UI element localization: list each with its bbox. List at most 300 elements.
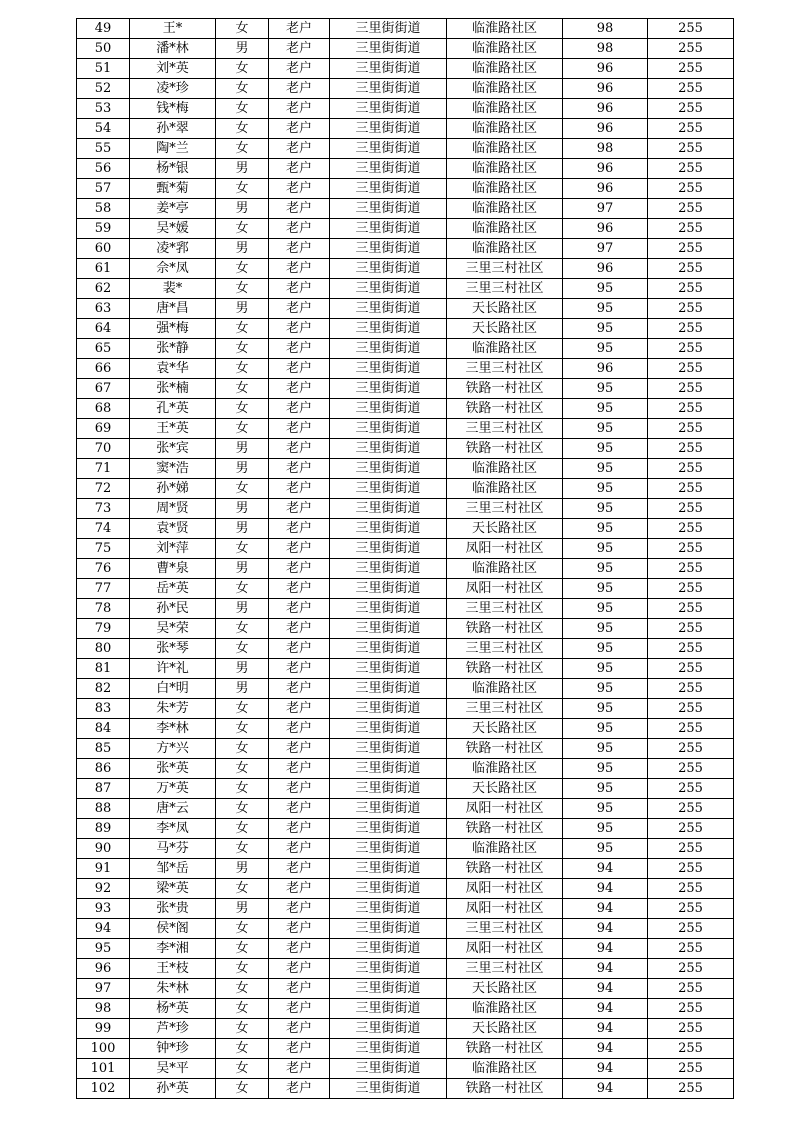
table-row [77,559,734,579]
street-cell: 三里街街道 [330,739,447,759]
amount-cell: 255 [648,1039,734,1059]
name-cell: 梁*英 [130,879,216,899]
table-row [77,539,734,559]
community-cell: 天长路社区 [447,319,563,339]
name-cell: 窦*浩 [130,459,216,479]
street-cell: 三里街街道 [330,279,447,299]
category-cell: 老户 [269,79,330,99]
amount-cell: 255 [648,399,734,419]
category-cell: 老户 [269,1019,330,1039]
community-cell: 三里三村社区 [447,639,563,659]
gender-cell: 女 [216,179,269,199]
amount-cell: 255 [648,439,734,459]
table-row [77,139,734,159]
street-cell: 三里街街道 [330,1079,447,1099]
table-row [77,839,734,859]
street-cell: 三里街街道 [330,919,447,939]
table-row [77,179,734,199]
table-row [77,639,734,659]
name-cell: 岳*英 [130,579,216,599]
category-cell: 老户 [269,459,330,479]
name-cell: 朱*芳 [130,699,216,719]
gender-cell: 男 [216,859,269,879]
age-cell: 95 [563,379,648,399]
community-cell: 临淮路社区 [447,559,563,579]
category-cell: 老户 [269,579,330,599]
amount-cell: 255 [648,979,734,999]
amount-cell: 255 [648,259,734,279]
seq-cell: 58 [77,199,130,219]
category-cell: 老户 [269,519,330,539]
gender-cell: 女 [216,959,269,979]
seq-cell: 55 [77,139,130,159]
name-cell: 张*英 [130,759,216,779]
category-cell: 老户 [269,479,330,499]
table-row [77,1039,734,1059]
table-row [77,739,734,759]
street-cell: 三里街街道 [330,139,447,159]
street-cell: 三里街街道 [330,819,447,839]
category-cell: 老户 [269,319,330,339]
table-row [77,999,734,1019]
name-cell: 凌*珍 [130,79,216,99]
seq-cell: 57 [77,179,130,199]
table-row [77,39,734,59]
gender-cell: 女 [216,759,269,779]
gender-cell: 女 [216,59,269,79]
gender-cell: 男 [216,459,269,479]
seq-cell: 80 [77,639,130,659]
street-cell: 三里街街道 [330,559,447,579]
gender-cell: 男 [216,499,269,519]
name-cell: 孙*民 [130,599,216,619]
age-cell: 95 [563,599,648,619]
name-cell: 张*宾 [130,439,216,459]
table-row [77,299,734,319]
name-cell: 袁*华 [130,359,216,379]
community-cell: 临淮路社区 [447,19,563,39]
seq-cell: 92 [77,879,130,899]
street-cell: 三里街街道 [330,879,447,899]
category-cell: 老户 [269,419,330,439]
category-cell: 老户 [269,159,330,179]
street-cell: 三里街街道 [330,679,447,699]
name-cell: 许*礼 [130,659,216,679]
gender-cell: 男 [216,899,269,919]
category-cell: 老户 [269,99,330,119]
gender-cell: 男 [216,439,269,459]
name-cell: 白*明 [130,679,216,699]
name-cell: 强*梅 [130,319,216,339]
amount-cell: 255 [648,959,734,979]
amount-cell: 255 [648,119,734,139]
street-cell: 三里街街道 [330,899,447,919]
community-cell: 临淮路社区 [447,679,563,699]
category-cell: 老户 [269,559,330,579]
gender-cell: 男 [216,679,269,699]
age-cell: 95 [563,639,648,659]
amount-cell: 255 [648,619,734,639]
community-cell: 临淮路社区 [447,99,563,119]
category-cell: 老户 [269,779,330,799]
seq-cell: 97 [77,979,130,999]
name-cell: 钱*梅 [130,99,216,119]
gender-cell: 女 [216,739,269,759]
table-row [77,699,734,719]
street-cell: 三里街街道 [330,859,447,879]
category-cell: 老户 [269,879,330,899]
table-row [77,819,734,839]
name-cell: 曹*泉 [130,559,216,579]
community-cell: 铁路一村社区 [447,399,563,419]
amount-cell: 255 [648,19,734,39]
age-cell: 95 [563,279,648,299]
street-cell: 三里街街道 [330,459,447,479]
category-cell: 老户 [269,219,330,239]
seq-cell: 82 [77,679,130,699]
category-cell: 老户 [269,179,330,199]
age-cell: 98 [563,19,648,39]
community-cell: 天长路社区 [447,519,563,539]
seq-cell: 99 [77,1019,130,1039]
seq-cell: 91 [77,859,130,879]
table-row [77,159,734,179]
community-cell: 凤阳一村社区 [447,539,563,559]
community-cell: 三里三村社区 [447,359,563,379]
category-cell: 老户 [269,859,330,879]
amount-cell: 255 [648,199,734,219]
gender-cell: 女 [216,619,269,639]
gender-cell: 女 [216,919,269,939]
street-cell: 三里街街道 [330,659,447,679]
age-cell: 95 [563,299,648,319]
amount-cell: 255 [648,179,734,199]
gender-cell: 女 [216,819,269,839]
table-row [77,519,734,539]
seq-cell: 83 [77,699,130,719]
street-cell: 三里街街道 [330,579,447,599]
name-cell: 唐*昌 [130,299,216,319]
name-cell: 张*楠 [130,379,216,399]
age-cell: 95 [563,619,648,639]
community-cell: 凤阳一村社区 [447,879,563,899]
street-cell: 三里街街道 [330,779,447,799]
street-cell: 三里街街道 [330,999,447,1019]
category-cell: 老户 [269,619,330,639]
seq-cell: 87 [77,779,130,799]
category-cell: 老户 [269,819,330,839]
age-cell: 94 [563,859,648,879]
gender-cell: 女 [216,259,269,279]
seq-cell: 51 [77,59,130,79]
name-cell: 马*芬 [130,839,216,859]
amount-cell: 255 [648,99,734,119]
table-row [77,19,734,39]
gender-cell: 女 [216,359,269,379]
street-cell: 三里街街道 [330,799,447,819]
table-row [77,919,734,939]
category-cell: 老户 [269,799,330,819]
category-cell: 老户 [269,539,330,559]
amount-cell: 255 [648,1059,734,1079]
community-cell: 铁路一村社区 [447,379,563,399]
gender-cell: 女 [216,699,269,719]
community-cell: 临淮路社区 [447,839,563,859]
seq-cell: 101 [77,1059,130,1079]
street-cell: 三里街街道 [330,599,447,619]
table-row [77,279,734,299]
table-row [77,859,734,879]
amount-cell: 255 [648,919,734,939]
community-cell: 铁路一村社区 [447,1079,563,1099]
community-cell: 天长路社区 [447,1019,563,1039]
name-cell: 吴*媛 [130,219,216,239]
street-cell: 三里街街道 [330,159,447,179]
seq-cell: 86 [77,759,130,779]
amount-cell: 255 [648,539,734,559]
street-cell: 三里街街道 [330,359,447,379]
seq-cell: 61 [77,259,130,279]
street-cell: 三里街街道 [330,499,447,519]
name-cell: 方*兴 [130,739,216,759]
category-cell: 老户 [269,739,330,759]
street-cell: 三里街街道 [330,419,447,439]
name-cell: 姜*亭 [130,199,216,219]
seq-cell: 94 [77,919,130,939]
age-cell: 96 [563,259,648,279]
category-cell: 老户 [269,719,330,739]
category-cell: 老户 [269,39,330,59]
gender-cell: 女 [216,339,269,359]
community-cell: 三里三村社区 [447,699,563,719]
gender-cell: 男 [216,199,269,219]
community-cell: 天长路社区 [447,779,563,799]
community-cell: 临淮路社区 [447,219,563,239]
name-cell: 张*静 [130,339,216,359]
table-row [77,79,734,99]
community-cell: 临淮路社区 [447,1059,563,1079]
table-row [77,979,734,999]
name-cell: 唐*云 [130,799,216,819]
seq-cell: 78 [77,599,130,619]
amount-cell: 255 [648,599,734,619]
seq-cell: 59 [77,219,130,239]
seq-cell: 60 [77,239,130,259]
age-cell: 95 [563,679,648,699]
street-cell: 三里街街道 [330,1019,447,1039]
community-cell: 凤阳一村社区 [447,579,563,599]
street-cell: 三里街街道 [330,519,447,539]
gender-cell: 女 [216,1019,269,1039]
age-cell: 95 [563,519,648,539]
name-cell: 王*英 [130,419,216,439]
amount-cell: 255 [648,39,734,59]
category-cell: 老户 [269,979,330,999]
seq-cell: 52 [77,79,130,99]
table-row [77,1059,734,1079]
table-row [77,759,734,779]
table-row [77,359,734,379]
seq-cell: 68 [77,399,130,419]
category-cell: 老户 [269,899,330,919]
community-cell: 天长路社区 [447,299,563,319]
name-cell: 裴* [130,279,216,299]
category-cell: 老户 [269,999,330,1019]
table-row [77,319,734,339]
name-cell: 邹*岳 [130,859,216,879]
street-cell: 三里街街道 [330,639,447,659]
street-cell: 三里街街道 [330,399,447,419]
seq-cell: 81 [77,659,130,679]
gender-cell: 男 [216,239,269,259]
seq-cell: 50 [77,39,130,59]
table-row [77,579,734,599]
gender-cell: 女 [216,939,269,959]
age-cell: 95 [563,459,648,479]
amount-cell: 255 [648,139,734,159]
table-row [77,659,734,679]
gender-cell: 男 [216,299,269,319]
name-cell: 钟*珍 [130,1039,216,1059]
age-cell: 95 [563,539,648,559]
gender-cell: 女 [216,1059,269,1079]
age-cell: 95 [563,339,648,359]
seq-cell: 73 [77,499,130,519]
category-cell: 老户 [269,239,330,259]
amount-cell: 255 [648,1019,734,1039]
seq-cell: 62 [77,279,130,299]
age-cell: 94 [563,1079,648,1099]
community-cell: 临淮路社区 [447,59,563,79]
name-cell: 王* [130,19,216,39]
gender-cell: 女 [216,399,269,419]
community-cell: 铁路一村社区 [447,859,563,879]
category-cell: 老户 [269,1079,330,1099]
community-cell: 临淮路社区 [447,459,563,479]
gender-cell: 女 [216,379,269,399]
gender-cell: 女 [216,979,269,999]
street-cell: 三里街街道 [330,259,447,279]
community-cell: 三里三村社区 [447,599,563,619]
age-cell: 96 [563,219,648,239]
community-cell: 临淮路社区 [447,479,563,499]
community-cell: 临淮路社区 [447,199,563,219]
street-cell: 三里街街道 [330,959,447,979]
category-cell: 老户 [269,679,330,699]
seq-cell: 95 [77,939,130,959]
seq-cell: 71 [77,459,130,479]
age-cell: 95 [563,839,648,859]
gender-cell: 女 [216,79,269,99]
gender-cell: 男 [216,559,269,579]
name-cell: 张*琴 [130,639,216,659]
gender-cell: 男 [216,659,269,679]
category-cell: 老户 [269,279,330,299]
age-cell: 95 [563,439,648,459]
age-cell: 95 [563,419,648,439]
seq-cell: 53 [77,99,130,119]
age-cell: 95 [563,819,648,839]
gender-cell: 女 [216,139,269,159]
seq-cell: 54 [77,119,130,139]
table-row [77,99,734,119]
street-cell: 三里街街道 [330,79,447,99]
roster-table [76,18,734,1099]
community-cell: 三里三村社区 [447,959,563,979]
table-row [77,619,734,639]
gender-cell: 女 [216,539,269,559]
table-row [77,719,734,739]
name-cell: 凌*郛 [130,239,216,259]
seq-cell: 75 [77,539,130,559]
category-cell: 老户 [269,259,330,279]
community-cell: 凤阳一村社区 [447,939,563,959]
community-cell: 铁路一村社区 [447,439,563,459]
seq-cell: 84 [77,719,130,739]
table-row [77,239,734,259]
age-cell: 95 [563,319,648,339]
amount-cell: 255 [648,1079,734,1099]
street-cell: 三里街街道 [330,719,447,739]
table-row [77,1079,734,1099]
gender-cell: 女 [216,479,269,499]
seq-cell: 65 [77,339,130,359]
amount-cell: 255 [648,679,734,699]
community-cell: 铁路一村社区 [447,819,563,839]
community-cell: 三里三村社区 [447,419,563,439]
street-cell: 三里街街道 [330,179,447,199]
category-cell: 老户 [269,59,330,79]
community-cell: 临淮路社区 [447,79,563,99]
table-row [77,119,734,139]
street-cell: 三里街街道 [330,539,447,559]
community-cell: 天长路社区 [447,979,563,999]
gender-cell: 女 [216,1079,269,1099]
gender-cell: 女 [216,119,269,139]
amount-cell: 255 [648,219,734,239]
name-cell: 芦*珍 [130,1019,216,1039]
seq-cell: 77 [77,579,130,599]
street-cell: 三里街街道 [330,379,447,399]
table-row [77,259,734,279]
gender-cell: 女 [216,839,269,859]
name-cell: 孙*娣 [130,479,216,499]
amount-cell: 255 [648,659,734,679]
table-row [77,599,734,619]
seq-cell: 102 [77,1079,130,1099]
age-cell: 94 [563,1019,648,1039]
age-cell: 95 [563,659,648,679]
street-cell: 三里街街道 [330,619,447,639]
community-cell: 临淮路社区 [447,119,563,139]
gender-cell: 女 [216,419,269,439]
name-cell: 朱*林 [130,979,216,999]
name-cell: 杨*银 [130,159,216,179]
category-cell: 老户 [269,919,330,939]
table-body [77,19,734,1099]
amount-cell: 255 [648,839,734,859]
street-cell: 三里街街道 [330,839,447,859]
category-cell: 老户 [269,699,330,719]
age-cell: 96 [563,99,648,119]
table-row [77,419,734,439]
amount-cell: 255 [648,159,734,179]
gender-cell: 女 [216,1039,269,1059]
age-cell: 95 [563,559,648,579]
name-cell: 李*湘 [130,939,216,959]
street-cell: 三里街街道 [330,439,447,459]
name-cell: 刘*英 [130,59,216,79]
